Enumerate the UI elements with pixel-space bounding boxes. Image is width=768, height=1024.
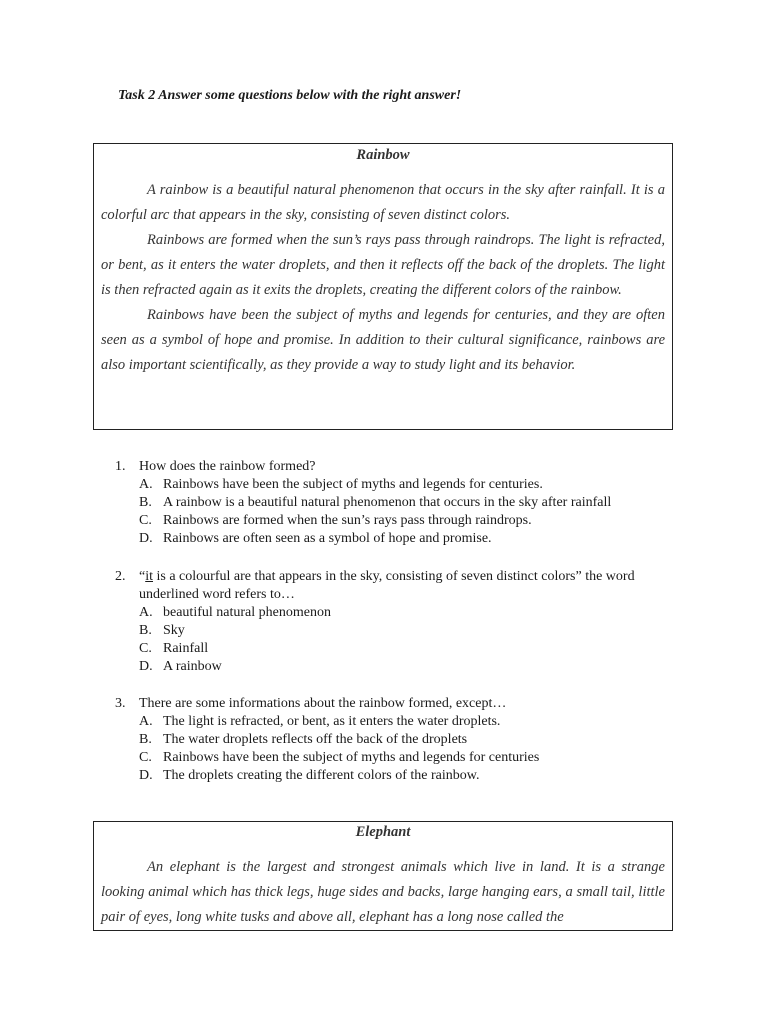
option-c xyxy=(139,512,675,530)
question-3 xyxy=(115,695,675,785)
option-c xyxy=(139,749,675,767)
question-text: How does the rainbow formed? xyxy=(139,459,316,474)
question-text: There are some informations about the rainbow formed, except… xyxy=(139,696,507,711)
option-letter: C. xyxy=(139,641,152,656)
option-list xyxy=(139,713,675,785)
option-d xyxy=(139,530,675,548)
open-quote: “ xyxy=(139,569,146,584)
elephant-paragraph: An elephant is the largest and strongest animals which live in land. It is a strange looking animal which has thick legs, huge sides and backs, large hanging ears, a small tail, little pair of eyes, long white tusks and above all, elephant has a long nose called the xyxy=(101,859,665,925)
option-d xyxy=(139,767,675,785)
question-text xyxy=(139,568,675,604)
option-a xyxy=(139,604,675,622)
option-letter: B. xyxy=(139,495,152,510)
option-b xyxy=(139,494,675,512)
underlined-word: it xyxy=(145,569,153,584)
option-letter: A. xyxy=(139,605,153,620)
option-text: beautiful natural phenomenon xyxy=(163,605,331,620)
option-letter: D. xyxy=(139,531,153,546)
option-letter: C. xyxy=(139,750,152,765)
option-letter: D. xyxy=(139,659,153,674)
question-text-rest: is a colourful are that appears in the sky, consisting of seven distinct colors” the word underlined word refers to… xyxy=(139,569,635,602)
option-text: A rainbow is a beautiful natural phenomenon that occurs in the sky after rainfall xyxy=(163,495,612,510)
option-letter: B. xyxy=(139,623,152,638)
option-letter: A. xyxy=(139,714,153,729)
option-text: Sky xyxy=(163,623,185,638)
rainbow-passage-title: Rainbow xyxy=(356,147,410,163)
rainbow-passage-box xyxy=(93,143,673,430)
option-text: Rainbows have been the subject of myths and legends for centuries xyxy=(163,750,540,765)
question-number: 3. xyxy=(115,696,126,711)
option-b xyxy=(139,731,675,749)
option-c xyxy=(139,640,675,658)
rainbow-paragraph: Rainbows are formed when the sun’s rays pass through raindrops. The light is refracted, or bent, as it enters the water droplets, and then it reflects off the back of the droplets. The light is then refracted again as it exits the droplets, creating the different colors of the rainbow. xyxy=(101,232,665,298)
option-text: Rainbows are often seen as a symbol of hope and promise. xyxy=(163,531,492,546)
option-text: Rainbows are formed when the sun’s rays pass through raindrops. xyxy=(163,513,532,528)
option-d xyxy=(139,658,675,676)
elephant-passage-box xyxy=(93,821,673,931)
option-text: Rainfall xyxy=(163,641,209,656)
option-letter: D. xyxy=(139,768,153,783)
question-number: 1. xyxy=(115,459,126,474)
option-letter: C. xyxy=(139,513,152,528)
option-letter: A. xyxy=(139,477,153,492)
option-text: Rainbows have been the subject of myths and legends for centuries. xyxy=(163,477,543,492)
question-1 xyxy=(115,458,675,548)
option-text: A rainbow xyxy=(163,659,222,674)
option-text: The light is refracted, or bent, as it enters the water droplets. xyxy=(163,714,501,729)
rainbow-paragraph: Rainbows have been the subject of myths and legends for centuries, and they are often seen as a symbol of hope and promise. In addition to their cultural significance, rainbows are also important scientifically, as they provide a way to study light and its behavior. xyxy=(101,307,665,373)
option-list xyxy=(139,604,675,676)
option-text: The droplets creating the different colors of the rainbow. xyxy=(163,768,480,783)
option-list xyxy=(139,476,675,548)
option-b xyxy=(139,622,675,640)
rainbow-paragraph: A rainbow is a beautiful natural phenomenon that occurs in the sky after rainfall. It is a colorful arc that appears in the sky, consisting of seven distinct colors. xyxy=(101,182,665,223)
elephant-passage-title: Elephant xyxy=(355,824,411,840)
option-a xyxy=(139,713,675,731)
option-letter: B. xyxy=(139,732,152,747)
option-text: The water droplets reflects off the back of the droplets xyxy=(163,732,468,747)
question-2 xyxy=(115,568,675,676)
question-number: 2. xyxy=(115,569,126,584)
option-a xyxy=(139,476,675,494)
task-heading: Task 2 Answer some questions below with the right answer! xyxy=(118,88,462,103)
question-list xyxy=(115,458,675,805)
